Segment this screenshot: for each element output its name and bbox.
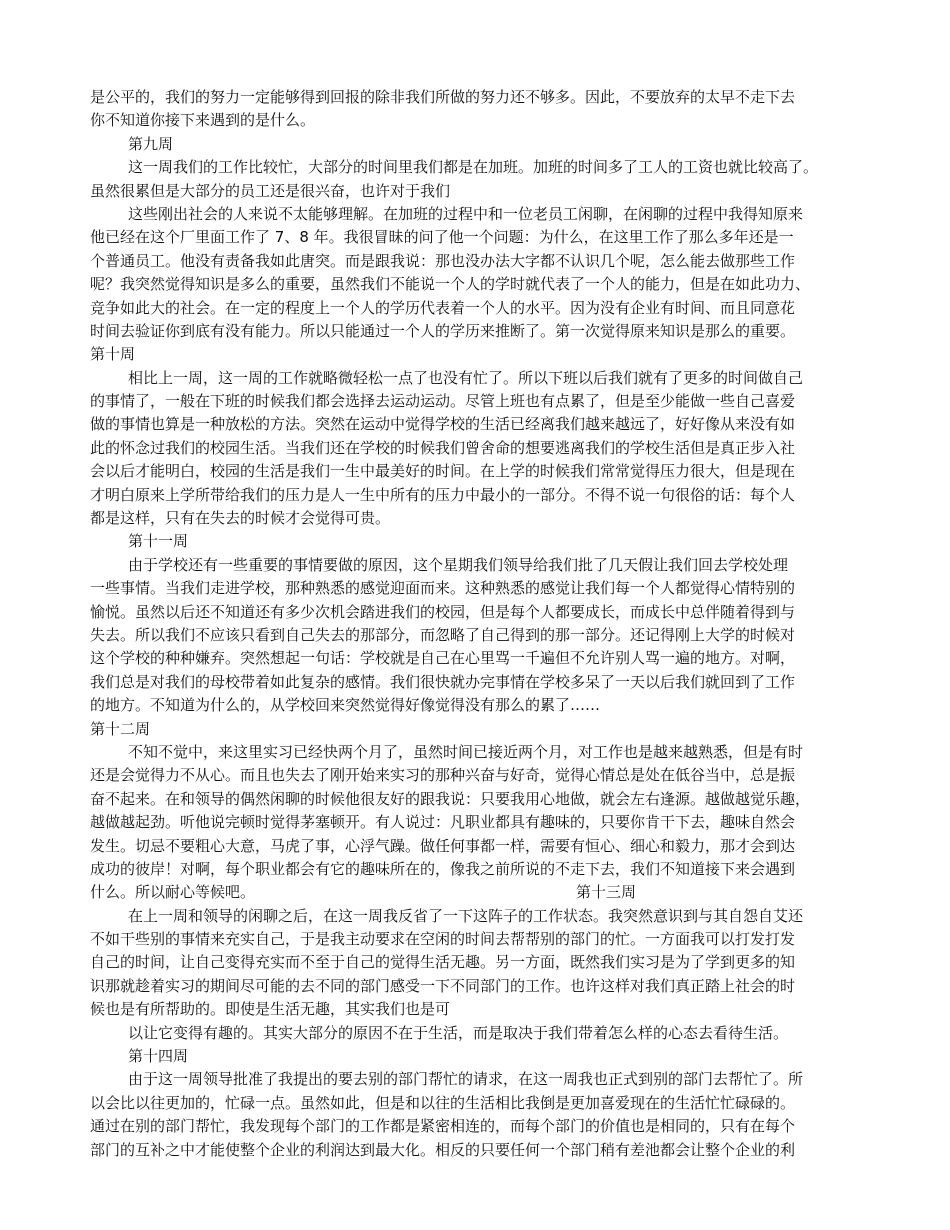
text-line bbox=[90, 624, 866, 647]
line-text: 由于学校还有一些重要的事情要做的原因，这个星期我们领导给我们批了几天假让我们回去学校处理 bbox=[128, 555, 789, 574]
line-text: 什么。所以耐心等候吧。 bbox=[90, 883, 256, 902]
line-text: 这一周我们的工作比较忙，大部分的时间里我们都是在加班。加班的时间多了工人的工资也就比较高了。 bbox=[128, 158, 819, 177]
line-text: 愉悦。虽然以后还不知道还有多少次机会踏进我们的校园，但是每个人都要成长，而成长中总伴随着得到与 bbox=[90, 602, 796, 621]
text-line bbox=[90, 671, 866, 694]
text-line bbox=[90, 1068, 866, 1091]
line-text: 时间去验证你到底有没有能力。所以只能通过一个人的学历来推断了。第一次觉得原来知识是那么的重要。 bbox=[90, 321, 796, 340]
text-line bbox=[90, 1022, 866, 1045]
line-text: 在上一周和领导的闲聊之后，在这一周我反省了一下这阵子的工作状态。我突然意识到与其自怨自艾还 bbox=[128, 906, 804, 925]
text-line bbox=[90, 86, 866, 109]
text-line bbox=[90, 811, 866, 834]
line-text: 越做越起劲。听他说完顿时觉得茅塞顿开。有人说过：凡职业都具有趣味的，只要你肯干下去，趣味自然会 bbox=[90, 813, 796, 832]
line-text: 失去。所以我们不应该只看到自己失去的那部分，而忽略了自己得到的那一部分。还记得刚上大学的时候对 bbox=[90, 625, 796, 644]
text-line bbox=[90, 718, 866, 741]
line-text: 竞争如此大的社会。在一定的程度上一个人的学历代表着一个人的水平。因为没有企业有时间、而且同意花 bbox=[90, 298, 796, 317]
line-text: 以让它变得有趣的。其实大部分的原因不在于生活，而是取决于我们带着怎么样的心态去看待生活。 bbox=[128, 1023, 789, 1042]
line-text: 此的怀念过我们的校园生活。当我们还在学校的时候我们曾舍命的想要逃离我们的学校生活但是真正步入社 bbox=[90, 438, 796, 457]
text-line bbox=[90, 1092, 866, 1115]
line-text: 由于这一周领导批准了我提出的要去别的部门帮忙的请求，在这一周我也正式到别的部门去帮忙了。所 bbox=[128, 1070, 804, 1089]
line-text: 候也是有所帮助的。即使是生活无趣，其实我们也是可 bbox=[90, 1000, 451, 1019]
line-text: 自己的时间，让自己变得充实而不至于自己的觉得生活无趣。另一方面，既然我们实习是为了学到更多的知 bbox=[90, 953, 796, 972]
text-line bbox=[90, 109, 866, 132]
line-text: 还是会觉得力不从心。而且也失去了刚开始来实习的那种兴奋与好奇，觉得心情总是处在低谷当中，总是振 bbox=[90, 766, 796, 785]
text-line bbox=[90, 1045, 866, 1068]
line-text: 以会比以往更加的，忙碌一点。虽然如此，但是和以往的生活相比我倒是更加喜爱现在的生活忙忙碌碌的。 bbox=[90, 1093, 796, 1112]
text-line bbox=[90, 484, 866, 507]
text-line bbox=[90, 998, 866, 1021]
line-text: 成功的彼岸！对啊，每个职业都会有它的趣味所在的，像我之前所说的不走下去，我们不知道接下来会遇到 bbox=[90, 859, 796, 878]
text-line bbox=[90, 226, 866, 249]
line-text: 这个学校的种种嫌弃。突然想起一句话：学校就是自己在心里骂一千遍但不允许别人骂一遍的地方。对啊， bbox=[90, 649, 796, 668]
text-line bbox=[90, 694, 866, 717]
line-text: 都是这样，只有在失去的时候才会觉得可贵。 bbox=[90, 509, 391, 528]
line-text: 的事情了，一般在下班的时候我们都会选择去运动运动。尽管上班也有点累了，但是至少能做一些自己喜爱 bbox=[90, 392, 796, 411]
line-text: 才明白原来上学所带给我们的压力是人一生中所有的压力中最小的一部分。不得不说一句很俗的话：每个人 bbox=[90, 485, 796, 504]
line-text: 部门的互补之中才能使整个企业的利润达到最大化。相反的只要任何一个部门稍有差池都会让整个企业的利 bbox=[90, 1140, 796, 1159]
text-line bbox=[90, 390, 866, 413]
text-line bbox=[90, 1139, 866, 1162]
document-page bbox=[90, 86, 866, 1162]
line-text: 呢？我突然觉得知识是多么的重要，虽然我们不能说一个人的学时就代表了一个人的能力，但是在如此功力、 bbox=[90, 275, 811, 294]
text-line bbox=[90, 273, 866, 296]
line-text: 你不知道你接下来遇到的是什么。 bbox=[90, 111, 316, 130]
text-line bbox=[90, 367, 866, 390]
text-line bbox=[90, 764, 866, 787]
line-text: 不知不觉中，来这里实习已经快两个月了，虽然时间已接近两个月，对工作也是越来越熟悉，但是有时 bbox=[128, 742, 804, 761]
text-line bbox=[90, 530, 866, 553]
line-text: 发生。切忌不要粗心大意，马虎了事，心浮气躁。做任何事都一样，需要有恒心、细心和毅力，那才会到达 bbox=[90, 836, 796, 855]
line-text: 他已经在这个厂里面工作了 7、8 年。我很冒昧的问了他一个问题：为什么，在这里工作了那么多年还是一 bbox=[90, 228, 794, 247]
text-line bbox=[90, 928, 866, 951]
line-text: 第十二周 bbox=[90, 719, 151, 738]
text-line bbox=[90, 788, 866, 811]
text-line bbox=[90, 601, 866, 624]
text-line bbox=[90, 133, 866, 156]
text-line bbox=[90, 1115, 866, 1138]
text-line bbox=[90, 975, 866, 998]
text-line bbox=[90, 320, 866, 343]
line-text: 会以后才能明白，校园的生活是我们一生中最美好的时间。在上学的时候我们常常觉得压力很大，但是现在 bbox=[90, 462, 796, 481]
text-line bbox=[90, 741, 866, 764]
line-text: 相比上一周，这一周的工作就略微轻松一点了也没有忙了。所以下班以后我们就有了更多的时间做自己 bbox=[128, 368, 804, 387]
text-line bbox=[90, 554, 866, 577]
line-text: 是公平的，我们的努力一定能够得到回报的除非我们所做的努力还不够多。因此，不要放弃的太早不走下去 bbox=[90, 88, 796, 106]
text-line bbox=[90, 951, 866, 974]
line-text: 的地方。不知道为什么的，从学校回来突然觉得好像觉得没有那么的累了…… bbox=[90, 696, 601, 715]
line-text: 第九周 bbox=[128, 134, 174, 153]
text-line bbox=[90, 647, 866, 670]
line-text: 不如干些别的事情来充实自己，于是我主动要求在空闲的时间去帮帮别的部门的忙。一方面我可以打发打发 bbox=[90, 930, 796, 949]
line-text: 做的事情也算是一种放松的方法。突然在运动中觉得学校的生活已经离我们越来越远了，好好像从来没有如 bbox=[90, 415, 796, 434]
text-line bbox=[90, 180, 866, 203]
line-text: 第十四周 bbox=[128, 1047, 189, 1066]
text-line bbox=[90, 507, 866, 530]
text-line bbox=[90, 437, 866, 460]
line-text: 虽然很累但是大部分的员工还是很兴奋，也许对于我们 bbox=[90, 181, 451, 200]
section-heading: 第十三周 bbox=[575, 883, 636, 902]
text-line bbox=[90, 835, 866, 858]
line-text: 第十一周 bbox=[128, 532, 189, 551]
text-line bbox=[90, 203, 866, 226]
line-text: 第十周 bbox=[90, 345, 136, 364]
text-line bbox=[90, 460, 866, 483]
text-line bbox=[90, 156, 866, 179]
text-line bbox=[90, 905, 866, 928]
text-line bbox=[90, 881, 866, 904]
text-line bbox=[90, 413, 866, 436]
line-text: 个普通员工。他没有责备我如此唐突。而是跟我说：那也没办法大字都不认识几个呢，怎么能去做那些工作 bbox=[90, 251, 796, 270]
line-text: 识那就趁着实习的期间尽可能的去不同的部门感受一下不同部门的工作。也许这样对我们真正踏上社会的时 bbox=[90, 976, 796, 995]
line-text: 奋不起来。在和领导的偶然闲聊的时候他很友好的跟我说：只要我用心地做，就会左右逢源。越做越觉乐趣， bbox=[90, 789, 811, 808]
text-line bbox=[90, 250, 866, 273]
text-line bbox=[90, 343, 866, 366]
line-text: 一些事情。当我们走进学校，那种熟悉的感觉迎面而来。这种熟悉的感觉让我们每一个人都觉得心情特别的 bbox=[90, 579, 796, 598]
line-text: 通过在别的部门帮忙，我发现每个部门的工作都是紧密相连的，而每个部门的价值也是相同的，只有在每个 bbox=[90, 1117, 796, 1136]
line-text: 我们总是对我们的母校带着如此复杂的感情。我们很快就办完事情在学校多呆了一天以后我们就回到了工作 bbox=[90, 672, 796, 691]
text-line bbox=[90, 577, 866, 600]
line-text: 这些刚出社会的人来说不太能够理解。在加班的过程中和一位老员工闲聊，在闲聊的过程中我得知原来 bbox=[128, 204, 804, 223]
text-line bbox=[90, 858, 866, 881]
text-line bbox=[90, 297, 866, 320]
